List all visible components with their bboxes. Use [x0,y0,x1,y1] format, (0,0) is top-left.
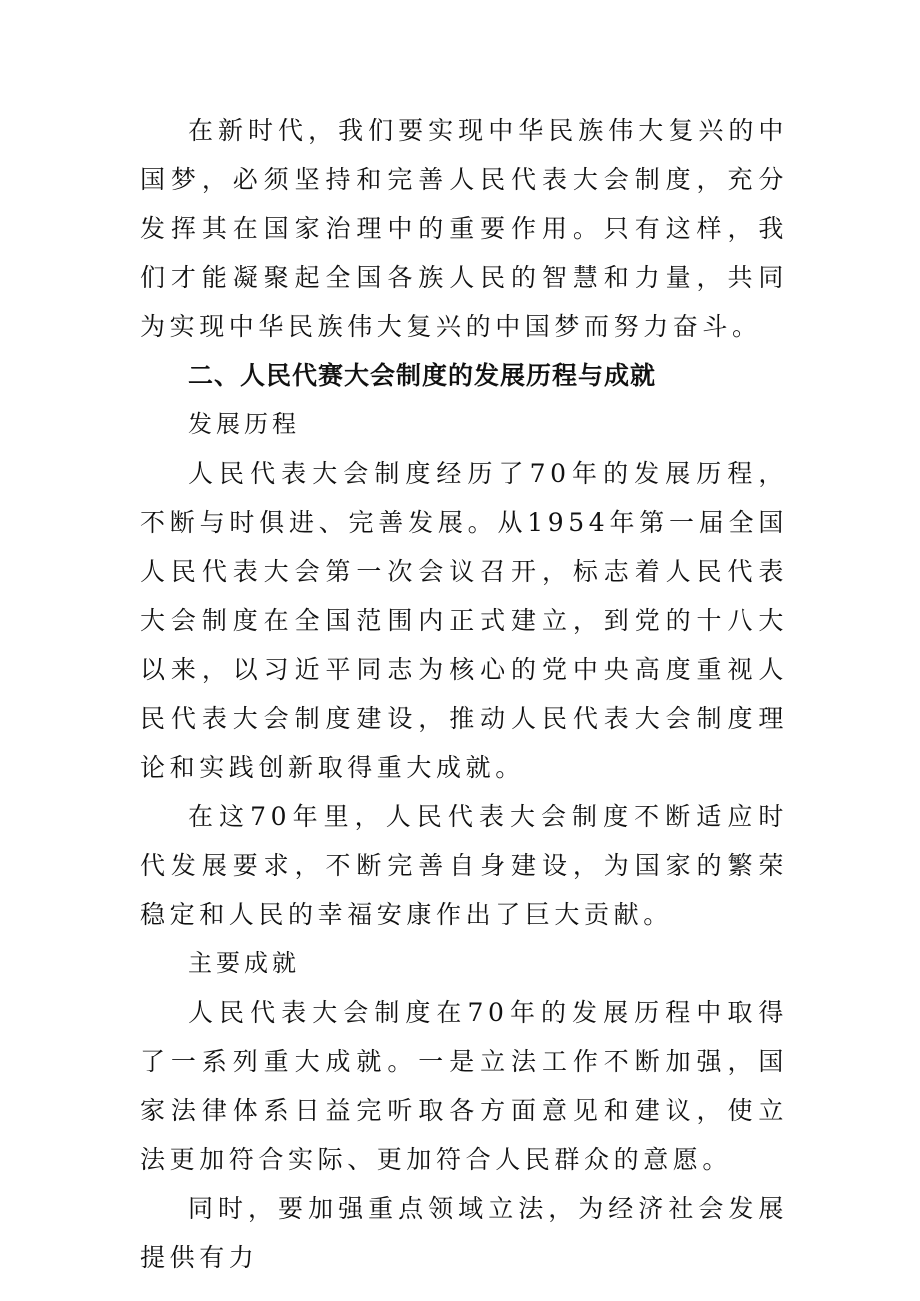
subheading-history: 发展历程 [188,410,300,438]
paragraph-history: 人民代表大会制度经历了70年的发展历程，不断与时俱进、完善发展。从1954年第一届全国人民代表大会第一次会议召开，标志着人民代表大会制度在全国范围内正式建立，到党的十八大以来，以习近平同志为核心的党中央高度重视人民代表大会制度建设，推动人民代表大会制度理论和实践创新取得重大成就。 [140,459,788,782]
paragraph-legislation: 同时，要加强重点领域立法，为经济社会发展提供有力 [140,1194,788,1272]
paragraph-achievements: 人民代表大会制度在70年的发展历程中取得了一系列重大成就。一是立法工作不断加强，国家法律体系日益完听取各方面意见和建议，使立法更加符合实际、更加符合人民群众的意愿。 [140,998,788,1174]
subheading-achievements: 主要成就 [188,949,300,977]
section-heading: 二、人民代赛大会制度的发展历程与成就 [188,361,657,390]
paragraph-intro: 在新时代，我们要实现中华民族伟大复兴的中国梦，必须坚持和完善人民代表大会制度，充分发挥其在国家治理中的重要作用。只有这样，我们才能凝聚起全国各族人民的智慧和力量，共同为实现中华民族伟大复兴的中国梦而努力奋斗。 [140,116,788,341]
paragraph-seventy-years: 在这70年里，人民代表大会制度不断适应时代发展要求，不断完善自身建设，为国家的繁荣稳定和人民的幸福安康作出了巨大贡献。 [140,802,788,929]
document-body [140,106,788,1282]
